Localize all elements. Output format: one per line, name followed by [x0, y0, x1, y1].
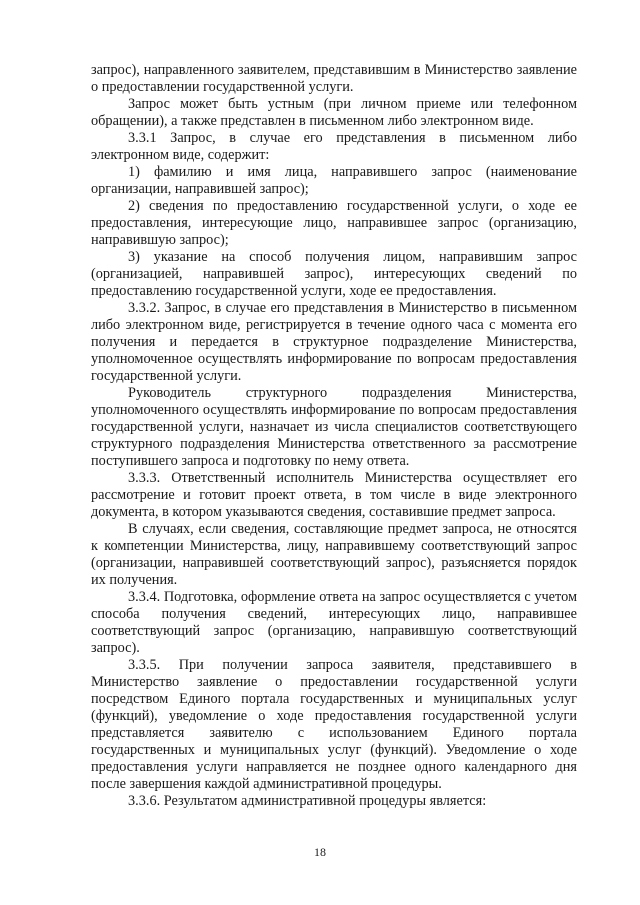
- page-number: 18: [314, 845, 326, 859]
- paragraph-3-3-1: 3.3.1 Запрос, в случае его представления в письменном либо электронном виде, содержит:: [91, 130, 577, 163]
- paragraph-3-3-5: 3.3.5. При получении запроса заявителя, представившего в Министерство заявление о предоставлении государственной услуги посредством Единого портала государственных и муниципальных услуг (функций), уведомление о ходе предоставления государственной услуги представляется заявителю с использованием Единого портала государственных и муниципальных услуг (функций). Уведомление о ходе предоставления услуги направляется не позднее одного календарного дня после завершения каждой административной процедуры.: [91, 657, 577, 792]
- paragraph-not-competent: В случаях, если сведения, составляющие предмет запроса, не относятся к компетенции Министерства, лицу, направившему соответствующий запрос (организации, направившей соответствующий запрос), разъясняется порядок их получения.: [91, 521, 577, 588]
- paragraph-3-3-6: 3.3.6. Результатом административной процедуры является:: [128, 793, 487, 809]
- paragraph-3-3-2: 3.3.2. Запрос, в случае его представления в Министерство в письменном либо электронном виде, регистрируется в течение одного часа с момента его получения и передается в структурное подразделение Министерства, уполномоченное осуществлять информирование по вопросам предоставления государственной услуги.: [91, 300, 577, 384]
- list-item-1: 1) фамилию и имя лица, направившего запрос (наименование организации, направившей запрос);: [91, 164, 577, 197]
- paragraph-3-3-4: 3.3.4. Подготовка, оформление ответа на запрос осуществляется с учетом способа получения сведений, интересующих лицо, направившее соответствующий запрос (организацию, направившую соответствующий запрос).: [91, 589, 577, 656]
- paragraph-head-assigns: Руководитель структурного подразделения Министерства, уполномоченного осуществлять информирование по вопросам предоставления государственной услуги, назначает из числа специалистов соответствующего структурного подразделения Министерства ответственного за рассмотрение поступившего запроса и подготовку по нему ответа.: [91, 385, 577, 469]
- list-item-3: 3) указание на способ получения лицом, направившим запрос (организацией, направившей запрос), интересующих сведений по предоставлению государственной услуги, ходе ее предоставления.: [91, 249, 577, 299]
- document-body: [91, 62, 577, 810]
- paragraph-request-forms: Запрос может быть устным (при личном приеме или телефонном обращении), а также представлен в письменном либо электронном виде.: [91, 96, 577, 129]
- list-item-2: 2) сведения по предоставлению государственной услуги, о ходе ее предоставления, интересующие лицо, направившее запрос (организацию, направившую запрос);: [91, 198, 577, 248]
- paragraph-continuation: запрос), направленного заявителем, представившим в Министерство заявление о предоставлении государственной услуги.: [91, 62, 577, 95]
- paragraph-3-3-3: 3.3.3. Ответственный исполнитель Министерства осуществляет его рассмотрение и готовит проект ответа, в том числе в виде электронного документа, в котором указываются сведения, составившие предмет запроса.: [91, 470, 577, 520]
